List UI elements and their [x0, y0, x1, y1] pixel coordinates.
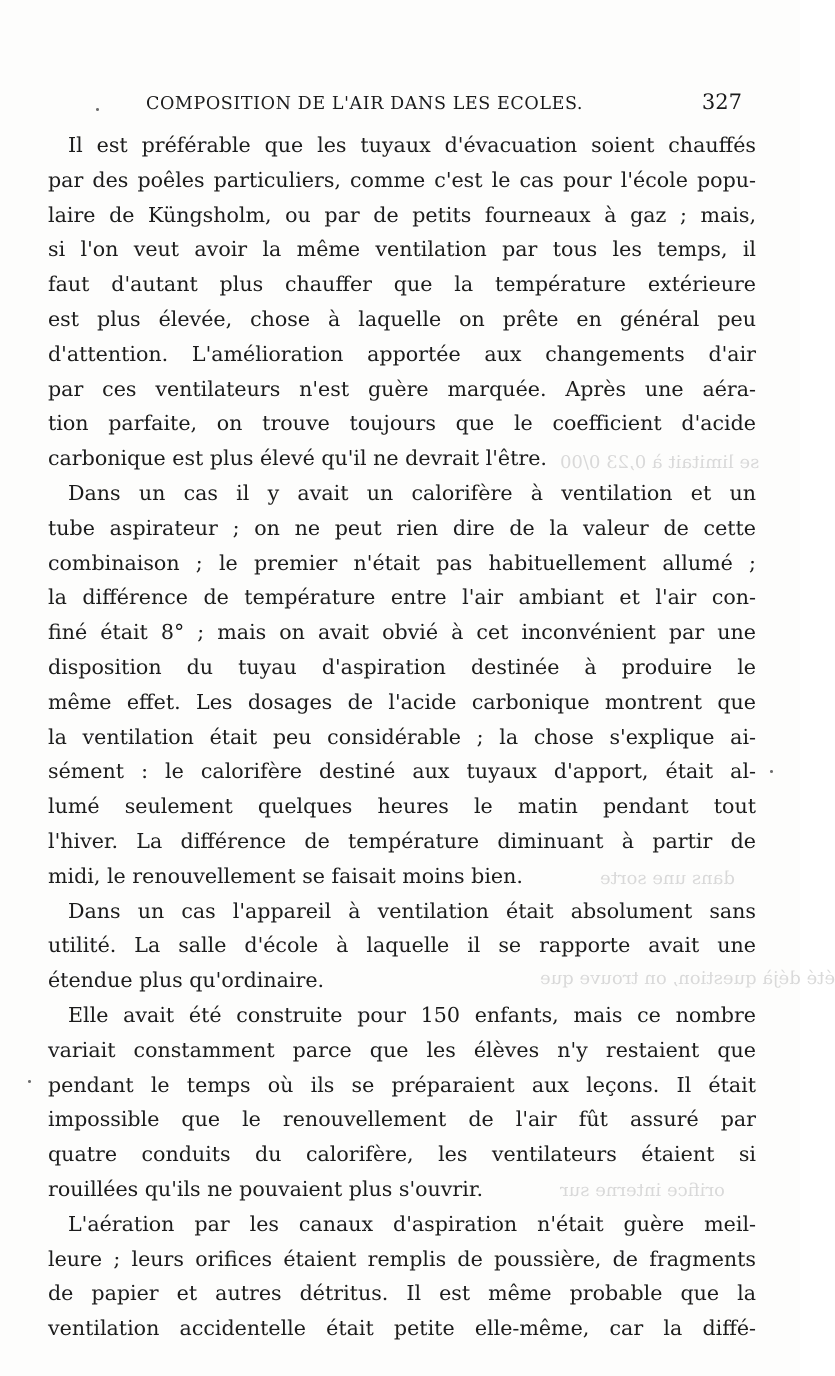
page-number: 327: [701, 90, 742, 114]
text-line: Elle avait été construite pour 150 enfants, mais ce nombre: [68, 1002, 756, 1027]
show-through-text: orifice interne sur: [560, 1180, 725, 1201]
text-line: sément : le calorifère destiné aux tuyaux d'apport, était al-: [48, 759, 756, 784]
running-head: [146, 90, 742, 120]
text-line: par des poêles particuliers, comme c'est le cas pour l'école popu-: [48, 167, 756, 192]
text-line: carbonique est plus élevé qu'il ne devrait l'être.: [48, 446, 547, 471]
show-through-text: été déjà question, on trouve que: [540, 968, 835, 989]
show-through-text: se limitait à 0,23 0/00: [560, 452, 760, 473]
text-line: ventilation accidentelle était petite elle-même, car la diffé-: [48, 1316, 756, 1341]
paper-speck: [28, 1080, 31, 1083]
text-line: faut d'autant plus chauffer que la température extérieure: [48, 272, 756, 297]
text-line: lumé seulement quelques heures le matin pendant tout: [48, 794, 756, 819]
text-line: laire de Küngsholm, ou par de petits fourneaux à gaz ; mais,: [48, 202, 756, 227]
text-line: combinaison ; le premier n'était pas habituellement allumé ;: [48, 550, 756, 575]
text-line: disposition du tuyau d'aspiration destinée à produire le: [48, 654, 756, 679]
text-line: tube aspirateur ; on ne peut rien dire de la valeur de cette: [48, 515, 756, 540]
text-line: si l'on veut avoir la même ventilation par tous les temps, il: [48, 237, 756, 262]
text-line: variait constamment parce que les élèves n'y restaient que: [48, 1037, 756, 1062]
text-line: étendue plus qu'ordinaire.: [48, 968, 325, 993]
text-line: L'aération par les canaux d'aspiration n'était guère meil-: [68, 1211, 756, 1236]
text-line: de papier et autres détritus. Il est même probable que la: [48, 1281, 756, 1306]
text-line: rouillées qu'ils ne pouvaient plus s'ouvrir.: [48, 1176, 483, 1201]
text-line: même effet. Les dosages de l'acide carbonique montrent que: [48, 689, 756, 714]
text-line: pendant le temps où ils se préparaient aux leçons. Il était: [48, 1072, 756, 1097]
text-line: la différence de température entre l'air ambiant et l'air con-: [48, 585, 756, 610]
text-line: Dans un cas l'appareil à ventilation était absolument sans: [68, 898, 756, 923]
text-line: l'hiver. La différence de température diminuant à partir de: [48, 828, 756, 853]
text-line: d'attention. L'amélioration apportée aux changements d'air: [48, 341, 756, 366]
text-line: Dans un cas il y avait un calorifère à ventilation et un: [68, 480, 756, 505]
text-line: est plus élevée, chose à laquelle on prête en général peu: [48, 306, 756, 331]
body-text: [48, 128, 756, 1346]
show-through-text: dans une sorte: [600, 868, 735, 889]
text-line: impossible que le renouvellement de l'air fût assuré par: [48, 1107, 756, 1132]
text-line: finé était 8° ; mais on avait obvié à cet inconvénient par une: [48, 620, 756, 645]
text-line: la ventilation était peu considérable ; la chose s'explique ai-: [48, 724, 756, 749]
running-title: COMPOSITION DE L'AIR DANS LES ECOLES.: [146, 94, 584, 114]
text-line: tion parfaite, on trouve toujours que le coefficient d'acide: [48, 411, 756, 436]
text-line: leure ; leurs orifices étaient remplis de poussière, de fragments: [48, 1246, 756, 1271]
text-line: Il est préférable que les tuyaux d'évacuation soient chauffés: [68, 133, 756, 157]
text-line: par ces ventilateurs n'est guère marquée. Après une aéra-: [48, 376, 756, 401]
text-line: utilité. La salle d'école à laquelle il se rapporte avait une: [48, 933, 756, 958]
paper-speck: [96, 108, 99, 111]
text-line: quatre conduits du calorifère, les ventilateurs étaient si: [48, 1142, 756, 1167]
text-line: midi, le renouvellement se faisait moins bien.: [48, 863, 523, 888]
paper-speck: [770, 770, 773, 773]
